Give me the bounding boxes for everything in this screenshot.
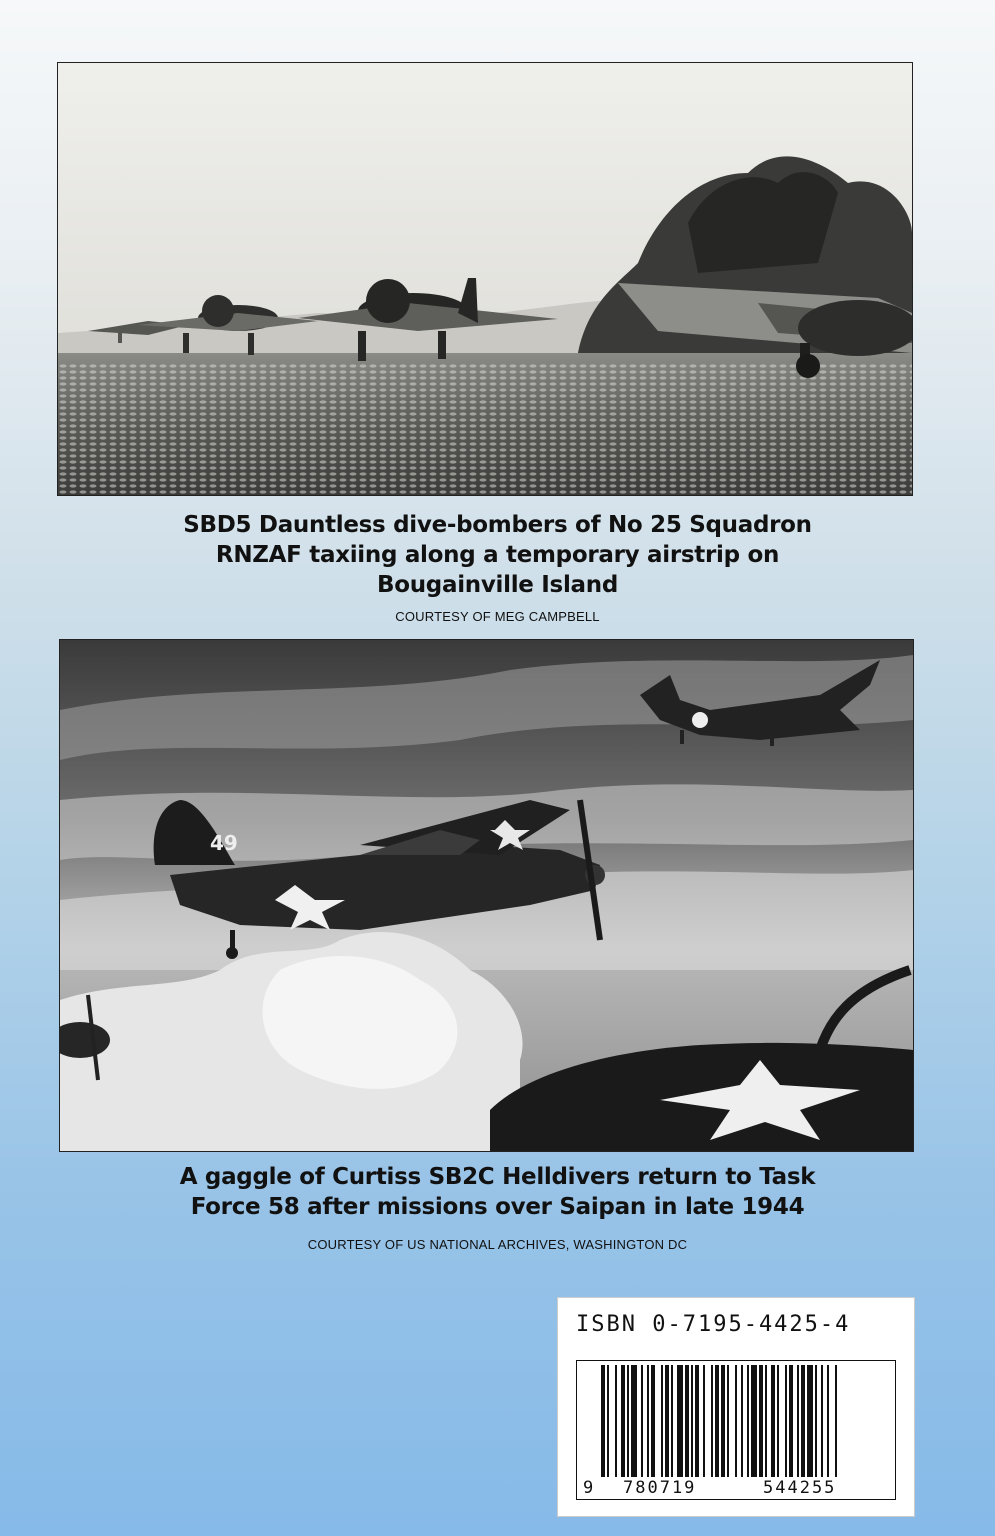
barcode-bar (801, 1365, 805, 1477)
barcode-bar (821, 1365, 823, 1477)
helldivers-caption (0, 1162, 995, 1222)
barcode-bar (671, 1365, 673, 1477)
barcode-bar (807, 1365, 813, 1477)
barcode-bar (695, 1365, 699, 1477)
barcode (576, 1360, 896, 1500)
airstrip-caption-line-1: SBD5 Dauntless dive-bombers of No 25 Squadron (183, 512, 812, 538)
barcode-right-digits: 544255 (763, 1478, 837, 1498)
barcode-bar (647, 1365, 649, 1477)
barcode-bar (721, 1365, 725, 1477)
barcode-bar (661, 1365, 663, 1477)
barcode-bar (621, 1365, 625, 1477)
barcode-bar (703, 1365, 705, 1477)
barcode-bar (691, 1365, 693, 1477)
barcode-bar (797, 1365, 799, 1477)
barcode-bar (715, 1365, 719, 1477)
airstrip-caption (0, 510, 995, 600)
barcode-bar (677, 1365, 683, 1477)
isbn-barcode-box (557, 1297, 915, 1517)
helldivers-photo-image (60, 640, 913, 1151)
barcode-bar (607, 1365, 609, 1477)
helldivers-caption-line-2: Force 58 after missions over Saipan in late 1944 (190, 1194, 805, 1220)
photo-helldivers (59, 639, 914, 1152)
barcode-bar (631, 1365, 637, 1477)
barcode-bar (815, 1365, 817, 1477)
airstrip-caption-line-3: Bougainville Island (377, 572, 618, 598)
photo-airstrip (57, 62, 913, 496)
barcode-bar (627, 1365, 629, 1477)
barcode-bar (759, 1365, 763, 1477)
barcode-bar (765, 1365, 767, 1477)
helldivers-caption-line-1: A gaggle of Curtiss SB2C Helldivers return to Task (179, 1164, 816, 1190)
barcode-bar (615, 1365, 617, 1477)
barcode-bar (747, 1365, 749, 1477)
barcode-bar (835, 1365, 837, 1477)
airstrip-photo-credit: COURTESY OF MEG CAMPBELL (395, 609, 600, 624)
barcode-bar (777, 1365, 779, 1477)
airstrip-caption-line-2: RNZAF taxiing along a temporary airstrip on (215, 542, 780, 568)
barcode-bar (771, 1365, 775, 1477)
barcode-bar (651, 1365, 655, 1477)
barcode-lead-digit: 9 (583, 1478, 594, 1498)
helldivers-photo-credit: COURTESY OF US NATIONAL ARCHIVES, WASHINGTON DC (307, 1237, 688, 1252)
barcode-bar (827, 1365, 829, 1477)
barcode-bar (785, 1365, 787, 1477)
barcode-bar (641, 1365, 643, 1477)
barcode-bar (741, 1365, 743, 1477)
airstrip-photo-image (58, 63, 912, 495)
tail-number-label: 49 (210, 831, 238, 855)
barcode-bar (727, 1365, 729, 1477)
barcode-bar (789, 1365, 793, 1477)
barcode-bar (735, 1365, 737, 1477)
isbn-label: ISBN 0-7195-4425-4 (576, 1312, 851, 1337)
barcode-bar (711, 1365, 713, 1477)
barcode-bar (601, 1365, 605, 1477)
barcode-bar (665, 1365, 669, 1477)
barcode-left-digits: 780719 (623, 1478, 697, 1498)
barcode-bar (685, 1365, 689, 1477)
barcode-bar (751, 1365, 757, 1477)
